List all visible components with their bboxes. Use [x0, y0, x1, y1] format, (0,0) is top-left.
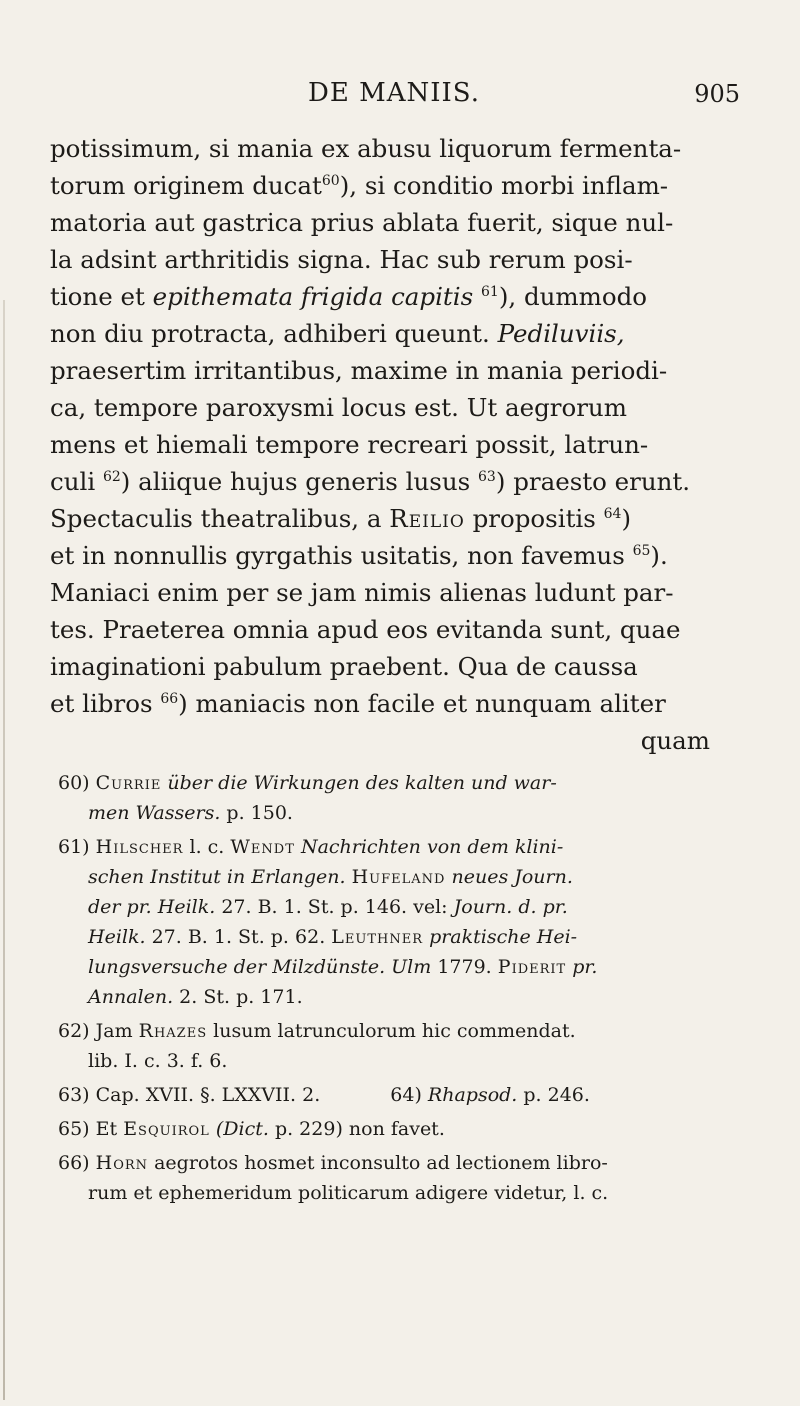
page-edge-shadow: [3, 300, 5, 1400]
text-line: la adsint arthritidis signa. Hac sub rerum posi-: [50, 245, 633, 274]
footnote-ref-65: 65: [632, 543, 651, 559]
page-number: 905: [694, 80, 740, 108]
footnote-61: 61) Hilscher l. c. Wendt Nachrichten von dem klini- schen Institut in Erlangen. Hufeland neues Journ. der pr. Heilk. 27. B. 1. St. p. 146. vel: Journ. d. pr. Heilk. 27. B. 1. St. p. 62. Leuthner praktische Hei- lungsversuche der Milzdünste. Ulm 1779. Piderit pr. Annalen. 2. St. p. 171.: [58, 836, 598, 1008]
page-header: [48, 78, 740, 118]
text-line: praesertim irritantibus, maxime in mania periodi-: [50, 356, 668, 385]
footnote-65: 65) Et Esquirol (Dict. p. 229) non favet.: [58, 1118, 445, 1140]
text-line: et libros $^{66}$) maniacis non facile et nunquam aliter: [50, 689, 666, 718]
running-head: DE MANIIS.: [308, 78, 480, 108]
text-line: mens et hiemali tempore recreari possit, latrun-: [50, 430, 649, 459]
catchword: quam: [640, 726, 710, 755]
text-line: culi $^{62}$) aliique hujus generis lusus $^{63}$) praesto erunt.: [50, 467, 691, 496]
footnote-66: 66) Horn aegrotos hosmet inconsulto ad lectionem libro- rum et ephemeridum politicarum adigere videtur, l. c.: [58, 1152, 609, 1204]
footnote-63-64: [58, 1080, 738, 1110]
footnotes: [58, 768, 738, 1212]
footnote-ref-62: 62: [102, 469, 121, 485]
footnote-ref-60: 60: [321, 173, 340, 189]
footnote-60: 60) Currie über die Wirkungen des kalten und war- men Wassers. p. 150.: [58, 772, 557, 824]
text-line: torum originem ducat$^{60}$), si conditio morbi inflam-: [50, 171, 669, 200]
footnote-ref-63: 63: [478, 469, 496, 485]
footnote-64: 64) Rhapsod. p. 246.: [390, 1084, 590, 1106]
footnote-ref-66: 66: [160, 691, 179, 707]
text-line: matoria aut gastrica prius ablata fuerit, sique nul-: [50, 208, 674, 237]
text-line: Maniaci enim per se jam nimis alienas ludunt par-: [50, 578, 674, 607]
footnote-63: 63) Cap. XVII. §. LXXVII. 2.: [58, 1084, 321, 1106]
footnote-ref-64: 64: [603, 506, 622, 522]
text-line: Spectaculis theatralibus, a Reilio propositis $^{64}$): [50, 504, 632, 533]
text-line: tione et epithemata frigida capitis $^{61}$), dummodo: [50, 282, 648, 311]
main-text: [50, 130, 734, 759]
text-line: non diu protracta, adhiberi queunt. Pediluviis,: [50, 319, 625, 348]
text-line: ca, tempore paroxysmi locus est. Ut aegrorum: [50, 393, 627, 422]
text-line: imaginationi pabulum praebent. Qua de caussa: [50, 652, 638, 681]
text-line: et in nonnullis gyrgathis usitatis, non favemus $^{65}$).: [50, 541, 668, 570]
text-line: tes. Praeterea omnia apud eos evitanda sunt, quae: [50, 615, 681, 644]
text-line: potissimum, si mania ex abusu liquorum fermenta-: [50, 134, 682, 163]
footnote-ref-61: 61: [480, 284, 499, 300]
footnote-62: 62) Jam Rhazes lusum latrunculorum hic commendat. lib. I. c. 3. f. 6.: [58, 1020, 576, 1072]
